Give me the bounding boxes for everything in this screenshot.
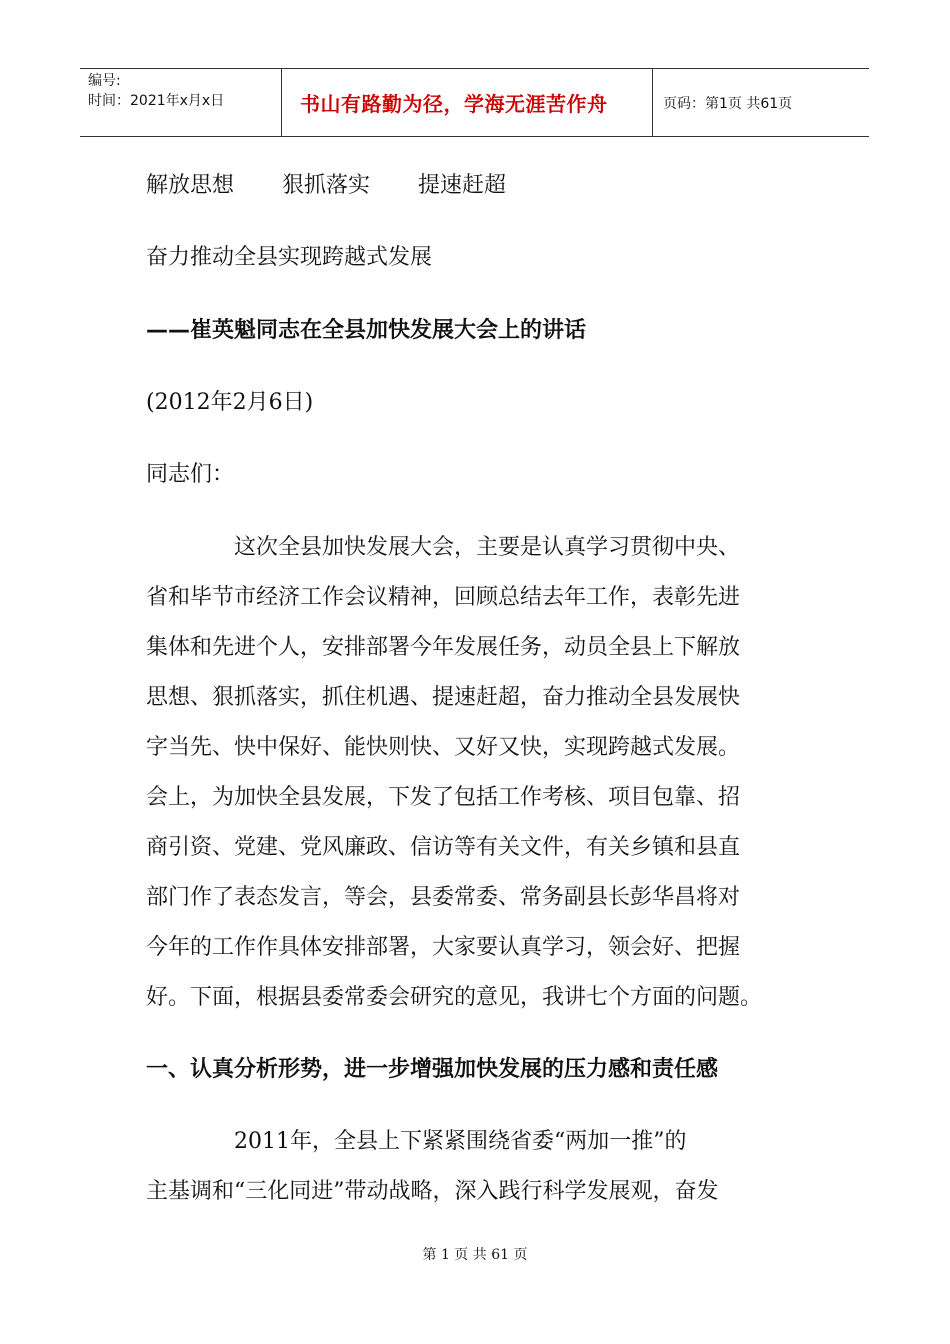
- body-line: 今年的工作作具体安排部署，大家要认真学习，领会好、把握: [146, 935, 741, 960]
- body-line: 好。下面，根据县委常委会研究的意见，我讲七个方面的问题。: [146, 985, 763, 1010]
- header-meta: [80, 69, 281, 136]
- speech-date: (2012年2月6日): [146, 390, 314, 415]
- title-phrase-1: 解放思想: [146, 173, 235, 198]
- body-line: 字当先、快中保好、能快则快、又好又快，实现跨越式发展。: [146, 735, 741, 760]
- salutation: 同志们：: [146, 462, 235, 487]
- body-line: 商引资、党建、党风廉政、信访等有关文件，有关乡镇和县直: [146, 835, 741, 860]
- body-line: 主基调和“三化同进”带动战略，深入践行科学发展观，奋发: [146, 1179, 719, 1204]
- body-line: 部门作了表态发言，等会，县委常委、常务副县长彭华昌将对: [146, 885, 741, 910]
- title-line-1: [146, 168, 506, 199]
- body-line: 集体和先进个人，安排部署今年发展任务，动员全县上下解放: [146, 635, 741, 660]
- section-1-heading: 一、认真分析形势，进一步增强加快发展的压力感和责任感: [146, 1057, 719, 1082]
- header-page-info: [653, 69, 869, 136]
- page-header: [80, 68, 869, 137]
- title-line-2: 奋力推动全县实现跨越式发展: [146, 245, 433, 270]
- body-line: 这次全县加快发展大会，主要是认真学习贯彻中央、: [146, 535, 741, 560]
- date-label: 时间：2021年x月x日: [88, 93, 225, 109]
- header-motto-cell: [281, 69, 653, 136]
- speech-subtitle: ——崔英魁同志在全县加快发展大会上的讲话: [146, 318, 587, 343]
- body-line: 省和毕节市经济工作会议精神，回顾总结去年工作，表彰先进: [146, 585, 741, 610]
- title-phrase-3: 提速赶超: [418, 173, 507, 198]
- body-line: 思想、狠抓落实，抓住机遇、提速赶超，奋力推动全县发展快: [146, 685, 741, 710]
- body-line: 2011年，全县上下紧紧围绕省委“两加一推”的: [146, 1129, 687, 1154]
- body-line: 会上，为加快全县发展，下发了包括工作考核、项目包靠、招: [146, 785, 741, 810]
- title-phrase-2: 狠抓落实: [282, 173, 371, 198]
- motto-text: 书山有路勤为径，学海无涯苦作舟: [300, 92, 608, 116]
- page-footer: 第 1 页 共 61 页: [422, 1247, 528, 1263]
- page-info-text: 页码：第1页 共61页: [663, 95, 793, 112]
- number-label: 编号:: [88, 73, 121, 89]
